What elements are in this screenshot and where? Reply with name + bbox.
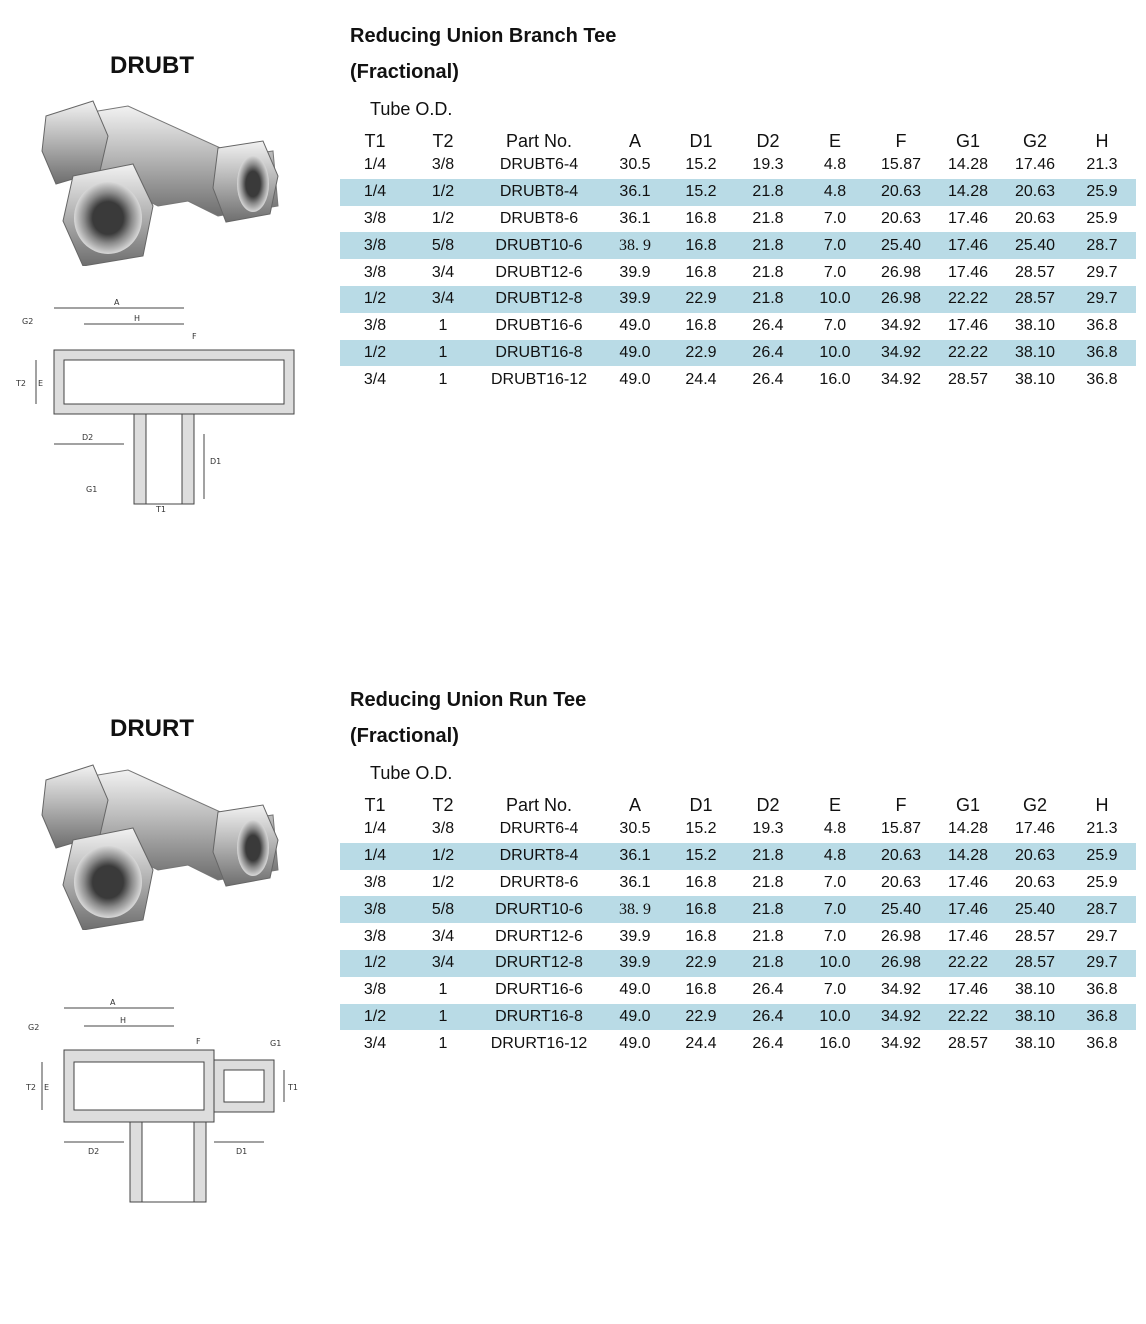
table-row: [340, 1004, 1136, 1031]
table-cell: 39.9: [602, 286, 668, 313]
table-cell: 10.0: [802, 286, 868, 313]
table-cell: 3/8: [431, 820, 455, 838]
tube-od-label: Tube O.D.: [370, 763, 453, 783]
col-header: G1: [955, 131, 980, 151]
table-cell: DRURT6-4: [499, 820, 579, 838]
table-cell: 7.0: [823, 263, 847, 281]
table-cell: 26.98: [880, 927, 922, 945]
table-cell: 15.2: [685, 156, 717, 174]
dim-label-f: F: [196, 1037, 201, 1046]
table-cell: DRURT8-4: [476, 843, 602, 870]
table-cell: 10.0: [802, 1004, 868, 1031]
table-cell: 49.0: [619, 1034, 651, 1052]
section-run-tee: [0, 664, 1146, 1264]
table-cell: 22.9: [668, 950, 734, 977]
table-cell: 34.92: [880, 981, 922, 999]
dim-label-e: E: [38, 379, 44, 388]
section-branch-tee: [0, 0, 1146, 600]
table-cell: 26.4: [734, 340, 802, 367]
table-cell: 28.57: [1014, 263, 1056, 281]
tube-od-label: Tube O.D.: [370, 99, 453, 119]
table-cell: 25.40: [868, 896, 934, 923]
spec-table: [340, 122, 1136, 393]
table-cell: 1/4: [340, 843, 410, 870]
table-cell: 16.8: [685, 927, 717, 945]
table-cell: 17.46: [947, 873, 989, 891]
table-row: [340, 259, 1136, 286]
table-cell: 21.8: [734, 896, 802, 923]
table-cell: 1: [438, 370, 448, 388]
col-header: T2: [432, 795, 454, 815]
table-cell: DRURT16-6: [495, 981, 583, 999]
table-row: [340, 950, 1136, 977]
table-cell: 4.8: [823, 156, 847, 174]
table-cell: 30.5: [619, 820, 651, 838]
table-cell: 36.8: [1068, 340, 1136, 367]
table-cell: 36.8: [1086, 317, 1118, 335]
dim-label-e: E: [44, 1083, 50, 1092]
table-cell: 21.8: [752, 873, 784, 891]
dim-label-h: H: [120, 1016, 127, 1025]
table-cell: 38.10: [1014, 981, 1056, 999]
table-row: [340, 366, 1136, 393]
table-cell: 38.10: [1002, 340, 1068, 367]
col-header: T1: [364, 131, 386, 151]
table-cell: 3/4: [410, 286, 476, 313]
dim-label-t1: T1: [288, 1083, 298, 1092]
table-cell: DRUBT16-6: [495, 317, 583, 335]
table-cell: 1/4: [363, 156, 387, 174]
table-cell: 16.8: [685, 209, 717, 227]
run-tee-drawing: [14, 994, 314, 1214]
table-cell: 1/2: [410, 843, 476, 870]
spec-table: [340, 786, 1136, 1057]
col-header: G2: [1022, 131, 1047, 151]
dim-label-a: A: [114, 298, 120, 307]
table-cell: DRUBT16-8: [476, 340, 602, 367]
table-cell: 20.63: [1002, 843, 1068, 870]
table-cell: 7.0: [802, 232, 868, 259]
table-cell: 3/8: [431, 156, 455, 174]
table-cell: 21.3: [1086, 820, 1118, 838]
table-cell: 3/8: [363, 263, 387, 281]
col-header: Part No.: [505, 131, 573, 151]
table-cell: 20.63: [880, 209, 922, 227]
table-cell: 7.0: [823, 873, 847, 891]
table-cell: 4.8: [823, 820, 847, 838]
table-cell: 3/4: [410, 950, 476, 977]
table-row: [340, 1030, 1136, 1057]
table-cell: 17.46: [947, 981, 989, 999]
table-cell: 26.4: [752, 981, 784, 999]
col-header: T1: [364, 795, 386, 815]
table-cell: 16.8: [685, 263, 717, 281]
table-cell: 21.3: [1086, 156, 1118, 174]
table-cell: 3/4: [431, 263, 455, 281]
table-cell: 28.57: [1002, 950, 1068, 977]
table-cell: 10.0: [802, 340, 868, 367]
table-cell: 25.9: [1086, 873, 1118, 891]
table-cell: 1/4: [363, 820, 387, 838]
table-cell: 20.63: [1014, 209, 1056, 227]
dim-label-h: H: [134, 314, 141, 323]
table-cell: 26.4: [752, 317, 784, 335]
col-header: D2: [756, 131, 780, 151]
table-cell: DRUBT12-8: [476, 286, 602, 313]
table-cell: 49.0: [602, 1004, 668, 1031]
table-cell: 21.8: [752, 927, 784, 945]
table-cell: 25.40: [868, 232, 934, 259]
table-cell: 3/8: [340, 232, 410, 259]
dim-label-d1: D1: [236, 1147, 248, 1156]
table-row: [340, 843, 1136, 870]
table-cell: 21.8: [734, 843, 802, 870]
title-line-2: (Fractional): [350, 725, 459, 747]
col-header: H: [1095, 131, 1109, 151]
table-cell: 22.22: [934, 340, 1002, 367]
table-cell: 36.8: [1068, 1004, 1136, 1031]
table-title: [350, 682, 586, 754]
col-header: H: [1095, 795, 1109, 815]
product-code: DRURT: [110, 715, 194, 742]
table-cell: 26.4: [752, 1034, 784, 1052]
table-cell: 26.98: [868, 286, 934, 313]
col-header: D1: [689, 795, 713, 815]
table-cell: 15.2: [668, 179, 734, 206]
dim-label-d2: D2: [88, 1147, 100, 1156]
table-cell: 7.0: [802, 896, 868, 923]
table-cell: DRURT12-8: [476, 950, 602, 977]
table-cell: DRUBT6-4: [499, 156, 579, 174]
table-cell: 38.10: [1002, 1004, 1068, 1031]
table-cell: 10.0: [802, 950, 868, 977]
table-cell: 16.0: [819, 370, 851, 388]
table-cell: 16.8: [685, 317, 717, 335]
table-cell: 49.0: [619, 981, 651, 999]
table-cell: 3/4: [363, 370, 387, 388]
table-cell: 17.46: [947, 263, 989, 281]
table-cell: 14.28: [947, 156, 989, 174]
table-cell: 1: [410, 340, 476, 367]
product-code: DRUBT: [110, 52, 194, 79]
table-row: [340, 870, 1136, 897]
table-row: [340, 896, 1136, 923]
table-cell: 36.1: [602, 179, 668, 206]
table-cell: 29.7: [1086, 263, 1118, 281]
table-cell: 28.57: [947, 1034, 989, 1052]
table-cell: 4.8: [802, 843, 868, 870]
table-cell: 34.92: [868, 1004, 934, 1031]
table-cell: 17.46: [947, 209, 989, 227]
table-cell: 15.2: [668, 843, 734, 870]
table-cell: 28.57: [947, 370, 989, 388]
table-cell: 17.46: [934, 896, 1002, 923]
table-cell: 25.40: [1002, 232, 1068, 259]
table-row: [340, 286, 1136, 313]
table-cell: 17.46: [1014, 820, 1056, 838]
header-row: [340, 122, 1136, 152]
table-cell: 28.7: [1068, 896, 1136, 923]
table-cell: 22.22: [934, 1004, 1002, 1031]
table-cell: 28.57: [1014, 927, 1056, 945]
table-cell: 7.0: [823, 981, 847, 999]
table-cell: 26.4: [752, 370, 784, 388]
table-row: [340, 152, 1136, 179]
table-cell: 1: [438, 981, 448, 999]
table-cell: 49.0: [602, 340, 668, 367]
table-cell: 38.10: [1014, 370, 1056, 388]
dim-label-t2: T2: [16, 379, 26, 388]
title-line-2: (Fractional): [350, 61, 459, 83]
table-cell: 1/2: [340, 1004, 410, 1031]
table-row: [340, 313, 1136, 340]
col-header: F: [895, 795, 907, 815]
table-cell: 25.9: [1068, 843, 1136, 870]
table-cell: 16.8: [685, 981, 717, 999]
table-cell: 30.5: [619, 156, 651, 174]
table-cell: 28.57: [1002, 286, 1068, 313]
table-cell: 15.87: [880, 820, 922, 838]
table-cell: 24.4: [685, 370, 717, 388]
table-cell: DRURT8-6: [499, 873, 579, 891]
table-cell: 16.8: [668, 896, 734, 923]
table-cell: 29.7: [1068, 950, 1136, 977]
branch-tee-drawing: [14, 294, 314, 514]
table-cell: 1: [438, 317, 448, 335]
table-cell: 16.8: [685, 873, 717, 891]
table-cell: 39.9: [619, 927, 651, 945]
table-row: [340, 923, 1136, 950]
col-header: G2: [1022, 795, 1047, 815]
table-cell: 25.9: [1086, 209, 1118, 227]
table-cell: 22.22: [934, 950, 1002, 977]
table-cell: 49.0: [619, 370, 651, 388]
table-cell: 21.8: [752, 209, 784, 227]
table-cell: DRURT16-8: [476, 1004, 602, 1031]
table-cell: 25.9: [1068, 179, 1136, 206]
spec-table-body: [340, 816, 1136, 1057]
dim-label-a: A: [110, 998, 116, 1007]
table-cell: 36.1: [602, 843, 668, 870]
table-cell: 22.9: [668, 1004, 734, 1031]
table-cell: 36.8: [1086, 370, 1118, 388]
table-cell: 16.8: [668, 232, 734, 259]
table-cell: 29.7: [1086, 927, 1118, 945]
table-cell: 14.28: [934, 179, 1002, 206]
title-line-1: Reducing Union Branch Tee: [350, 25, 617, 47]
table-cell: 34.92: [880, 317, 922, 335]
dim-label-g2: G2: [28, 1023, 40, 1032]
table-cell: 26.98: [868, 950, 934, 977]
table-cell: 21.8: [734, 179, 802, 206]
table-cell: 20.63: [868, 179, 934, 206]
table-cell: 29.7: [1068, 286, 1136, 313]
table-cell: 3/8: [363, 981, 387, 999]
table-cell: 17.46: [947, 317, 989, 335]
table-cell: 34.92: [868, 340, 934, 367]
table-cell: 26.4: [734, 1004, 802, 1031]
table-cell: 7.0: [823, 317, 847, 335]
table-row: [340, 816, 1136, 843]
table-cell: 22.9: [668, 340, 734, 367]
table-cell: DRUBT16-12: [490, 370, 588, 388]
col-header: G1: [955, 795, 980, 815]
table-cell: 36.1: [619, 873, 651, 891]
dim-label-g2: G2: [22, 317, 34, 326]
table-cell: 38.10: [1014, 1034, 1056, 1052]
dim-label-t2: T2: [26, 1083, 36, 1092]
table-cell: 24.4: [685, 1034, 717, 1052]
table-cell: 5/8: [410, 896, 476, 923]
table-cell: 3/4: [431, 927, 455, 945]
table-cell: 49.0: [619, 317, 651, 335]
table-cell: 39.9: [602, 950, 668, 977]
col-header: D2: [756, 795, 780, 815]
table-cell: 1/2: [431, 873, 455, 891]
table-cell: 21.8: [752, 263, 784, 281]
table-cell: 19.3: [752, 156, 784, 174]
dim-label-f: F: [192, 332, 197, 341]
table-cell: 1: [410, 1004, 476, 1031]
col-header: A: [628, 795, 641, 815]
dim-label-t1: T1: [156, 505, 166, 514]
title-line-1: Reducing Union Run Tee: [350, 689, 587, 711]
table-cell: 15.87: [880, 156, 922, 174]
table-row: [340, 179, 1136, 206]
table-cell: 1/2: [340, 286, 410, 313]
table-cell: DRUBT10-6: [476, 232, 602, 259]
table-cell: 20.63: [880, 873, 922, 891]
table-cell: 19.3: [752, 820, 784, 838]
table-cell: 3/8: [363, 927, 387, 945]
table-cell: 38. 9: [602, 232, 668, 259]
table-cell: 17.46: [934, 232, 1002, 259]
header-row: [340, 786, 1136, 816]
table-cell: 21.8: [734, 286, 802, 313]
table-cell: 15.2: [685, 820, 717, 838]
col-header: E: [828, 131, 841, 151]
table-cell: 36.8: [1086, 981, 1118, 999]
table-cell: 1/4: [340, 179, 410, 206]
col-header: A: [628, 131, 641, 151]
table-cell: 38.10: [1014, 317, 1056, 335]
table-cell: 1/2: [340, 340, 410, 367]
table-cell: 36.1: [619, 209, 651, 227]
table-title: [350, 18, 616, 90]
table-cell: 36.8: [1086, 1034, 1118, 1052]
table-row: [340, 977, 1136, 1004]
spec-table-body: [340, 152, 1136, 393]
table-cell: 17.46: [1014, 156, 1056, 174]
table-cell: 1: [438, 1034, 448, 1052]
table-cell: 3/8: [363, 209, 387, 227]
dim-label-g1: G1: [270, 1039, 282, 1048]
table-cell: 22.9: [668, 286, 734, 313]
table-row: [340, 206, 1136, 233]
table-row: [340, 232, 1136, 259]
table-cell: 7.0: [823, 209, 847, 227]
table-cell: 7.0: [823, 927, 847, 945]
table-cell: 14.28: [934, 843, 1002, 870]
table-cell: 3/8: [363, 873, 387, 891]
dim-label-d2: D2: [82, 433, 94, 442]
table-cell: DRUBT12-6: [495, 263, 583, 281]
table-cell: 20.63: [1002, 179, 1068, 206]
table-cell: DRUBT8-6: [499, 209, 579, 227]
table-cell: 34.92: [880, 1034, 922, 1052]
col-header: D1: [689, 131, 713, 151]
table-cell: DRURT16-12: [490, 1034, 588, 1052]
table-cell: 21.8: [734, 232, 802, 259]
table-cell: 3/8: [340, 896, 410, 923]
table-cell: 16.0: [819, 1034, 851, 1052]
table-cell: DRUBT8-4: [476, 179, 602, 206]
table-cell: 1/2: [431, 209, 455, 227]
table-cell: DRURT10-6: [476, 896, 602, 923]
table-cell: 39.9: [619, 263, 651, 281]
table-cell: 25.40: [1002, 896, 1068, 923]
table-cell: 1/2: [340, 950, 410, 977]
col-header: E: [828, 795, 841, 815]
table-cell: 14.28: [947, 820, 989, 838]
table-cell: 34.92: [880, 370, 922, 388]
table-cell: 4.8: [802, 179, 868, 206]
table-cell: 22.22: [934, 286, 1002, 313]
table-cell: 21.8: [734, 950, 802, 977]
col-header: F: [895, 131, 907, 151]
dim-label-g1: G1: [86, 485, 98, 494]
table-cell: 38. 9: [602, 896, 668, 923]
table-cell: 3/8: [363, 317, 387, 335]
table-cell: DRURT12-6: [495, 927, 583, 945]
table-cell: 20.63: [868, 843, 934, 870]
table-cell: 28.7: [1068, 232, 1136, 259]
table-cell: 20.63: [1014, 873, 1056, 891]
col-header: T2: [432, 131, 454, 151]
table-cell: 17.46: [947, 927, 989, 945]
table-cell: 26.98: [880, 263, 922, 281]
run-tee-photo: [38, 760, 288, 930]
table-cell: 5/8: [410, 232, 476, 259]
branch-tee-photo: [38, 96, 288, 266]
table-cell: 3/4: [363, 1034, 387, 1052]
table-cell: 1/2: [410, 179, 476, 206]
table-row: [340, 340, 1136, 367]
col-header: Part No.: [505, 795, 573, 815]
dim-label-d1: D1: [210, 457, 222, 466]
